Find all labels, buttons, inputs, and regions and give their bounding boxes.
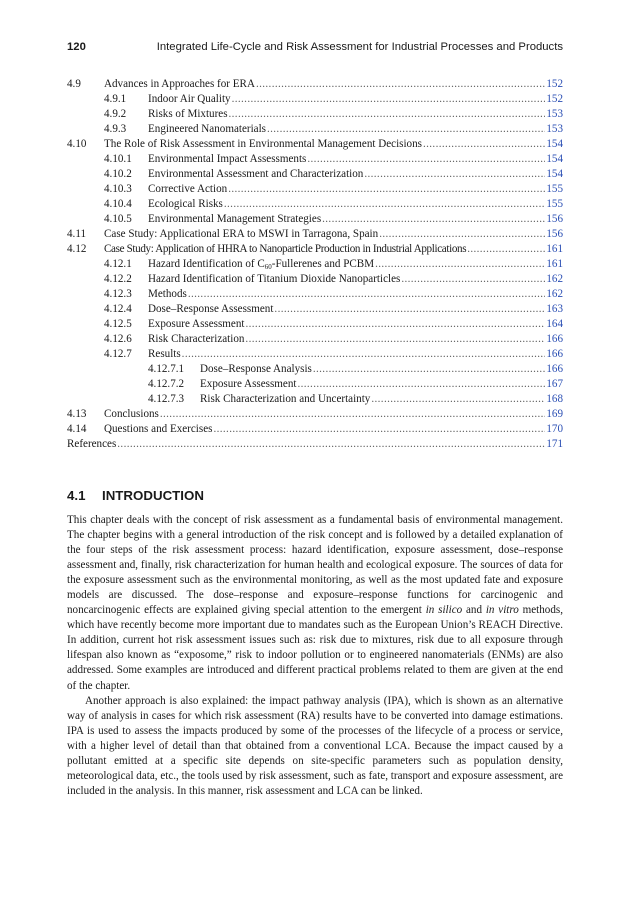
toc-title: Dose–Response Assessment xyxy=(148,303,274,315)
toc-entry[interactable] xyxy=(67,377,563,392)
toc-title: Methods xyxy=(148,288,187,300)
toc-number: 4.12.4 xyxy=(104,303,132,315)
toc-title: Environmental Assessment and Characterization xyxy=(148,168,364,180)
toc-leader-dots xyxy=(117,437,545,452)
toc-leader-dots xyxy=(256,77,545,92)
toc-entry[interactable] xyxy=(67,347,563,362)
toc-title: Risk Characterization and Uncertainty xyxy=(200,393,371,405)
toc-leader-dots xyxy=(160,407,546,422)
toc-title: Corrective Action xyxy=(148,183,228,195)
toc-page-link[interactable]: 162 xyxy=(546,273,563,285)
toc-entry[interactable] xyxy=(67,227,563,242)
toc-page-link[interactable]: 166 xyxy=(546,333,563,345)
toc-entry[interactable] xyxy=(67,77,563,92)
toc-number: 4.12.2 xyxy=(104,273,132,285)
toc-number: 4.12.7.1 xyxy=(148,363,185,375)
toc-page-link[interactable]: 153 xyxy=(546,123,563,135)
section-title: INTRODUCTION xyxy=(102,488,204,503)
paragraph-text: This chapter deals with the concept of risk assessment as a fundamental basis of environmental management. The chapter begins with a general introduction of the risk concept and is followed by a detailed explanation of the four steps of the risk assessment process: hazard identification, exposure assessment, dose–response assessment and, finally, risk characterization for human health and ecological exposure. The sources of data for the exposure assessment such as the environmental monitoring, as well as the most updated fate and exposure models are discussed. The dose–response and exposure–response functions for carcinogenic and noncarcinogenic effects are explained giving special attention to the emergent xyxy=(67,514,563,617)
toc-entry[interactable] xyxy=(67,362,563,377)
toc-entry[interactable] xyxy=(67,182,563,197)
toc-number: 4.12.5 xyxy=(104,318,132,330)
toc-entry[interactable] xyxy=(67,272,563,287)
toc-number: 4.9.1 xyxy=(104,93,127,105)
toc-entry[interactable] xyxy=(67,392,563,407)
toc-entry[interactable] xyxy=(67,422,563,437)
toc-leader-dots xyxy=(232,92,546,107)
toc-number: 4.9.3 xyxy=(104,123,127,135)
paragraph-text: methods, which have recently become more important due to mandates such as the European Union’s REACH Directive. In addition, current hot risk assessment issues such as: risk due to mixtures, risk due to all exposure through lifespan also known as “exposome,” risk to indoor pollution or to engineered nanomaterials (ENMs) are also addressed. Some examples are introduced and different practical problems related to them are given at the end of the chapter. xyxy=(67,604,563,692)
paragraph xyxy=(67,694,563,799)
toc-number: 4.10.5 xyxy=(104,213,132,225)
toc-title: Engineered Nanomaterials xyxy=(148,123,266,135)
toc-leader-dots xyxy=(245,332,545,347)
toc-leader-dots xyxy=(224,197,545,212)
toc-number: 4.10.1 xyxy=(104,153,132,165)
toc-leader-dots xyxy=(322,212,545,227)
toc-title-part: Hazard Identification of C xyxy=(148,258,265,270)
toc-page-link[interactable]: 154 xyxy=(546,138,563,150)
toc-entry[interactable] xyxy=(67,302,563,317)
toc-entry[interactable] xyxy=(67,437,563,452)
toc-entry[interactable] xyxy=(67,212,563,227)
toc-number: 4.12.3 xyxy=(104,288,132,300)
paragraph xyxy=(67,513,563,694)
page-number: 120 xyxy=(67,41,86,53)
toc-number: 4.12 xyxy=(67,243,87,255)
toc-number: 4.12.1 xyxy=(104,258,132,270)
toc-entry[interactable] xyxy=(67,197,563,212)
toc-leader-dots xyxy=(228,182,545,197)
toc-leader-dots xyxy=(267,122,545,137)
toc-title: Environmental Impact Assessments xyxy=(148,153,307,165)
toc-title: Case Study: Application of HHRA to Nanoparticle Production in Industrial Applications xyxy=(104,243,467,255)
toc-page-link[interactable]: 170 xyxy=(546,423,563,435)
toc-page-link[interactable]: 154 xyxy=(546,168,563,180)
toc-page-link[interactable]: 162 xyxy=(546,288,563,300)
toc-number: 4.12.7 xyxy=(104,348,132,360)
toc-title: Environmental Management Strategies xyxy=(148,213,322,225)
italic-term: in vitro xyxy=(485,604,519,617)
paragraph-text: and xyxy=(462,604,486,617)
toc-entry[interactable] xyxy=(67,107,563,122)
toc-leader-dots xyxy=(364,167,545,182)
toc-title-subscript: 60 xyxy=(264,263,272,271)
toc-number: 4.12.7.2 xyxy=(148,378,185,390)
toc-page-link[interactable]: 155 xyxy=(546,198,563,210)
toc-title: Results xyxy=(148,348,181,360)
toc-page-link[interactable]: 161 xyxy=(546,258,563,270)
toc-leader-dots xyxy=(182,347,546,362)
toc-entry[interactable] xyxy=(67,407,563,422)
paragraph-text: Another approach is also explained: the impact pathway analysis (IPA), which is shown as an alternative way of analysis in cases for which risk assessment (RA) results have to be converted into damage estimations. IPA is used to assess the impacts produced by some of the processes of the lifecycle of a process or service, with a higher level of detail than that obtained from a conventional LCA. Because the impact caused by a pollutant emitted at a specific site depends on site-specific parameters such as population density, meteorological data, etc., the tools used by risk assessment, such as fate, transport and exposure assessment, are included in the analysis. In this manner, risk assessment and LCA can be linked. xyxy=(67,694,563,797)
toc-entry[interactable] xyxy=(67,137,563,152)
toc-title xyxy=(148,257,374,272)
toc-leader-dots xyxy=(371,392,545,407)
toc-page-link[interactable]: 167 xyxy=(546,378,563,390)
toc-title: Risks of Mixtures xyxy=(148,108,228,120)
toc-title: Risk Characterization xyxy=(148,333,245,345)
toc-page-link[interactable]: 154 xyxy=(546,153,563,165)
toc-title: Dose–Response Analysis xyxy=(200,363,312,375)
toc-page-link[interactable]: 153 xyxy=(546,108,563,120)
toc-page-link[interactable]: 152 xyxy=(546,78,563,90)
toc-title: Advances in Approaches for ERA xyxy=(104,78,255,90)
toc-leader-dots xyxy=(313,362,546,377)
toc-title: Conclusions xyxy=(104,408,159,420)
toc-leader-dots xyxy=(229,107,546,122)
toc-page-link[interactable]: 166 xyxy=(546,363,563,375)
toc-page-link[interactable]: 171 xyxy=(546,438,563,450)
section-heading xyxy=(67,488,204,503)
toc-title-part: -Fullerenes and PCBM xyxy=(271,258,375,270)
toc-leader-dots xyxy=(213,422,545,437)
toc-title: References xyxy=(67,438,117,450)
toc-leader-dots xyxy=(245,317,545,332)
toc-title: Case Study: Applicational ERA to MSWI in Tarragona, Spain xyxy=(104,228,379,240)
toc-entry[interactable] xyxy=(67,122,563,137)
toc-entry[interactable] xyxy=(67,152,563,167)
toc-entry[interactable] xyxy=(67,287,563,302)
toc-number: 4.12.6 xyxy=(104,333,132,345)
toc-page-link[interactable]: 168 xyxy=(546,393,563,405)
toc-number: 4.10 xyxy=(67,138,87,150)
toc-title: Exposure Assessment xyxy=(200,378,297,390)
toc-page-link[interactable]: 166 xyxy=(546,348,563,360)
toc-number: 4.10.3 xyxy=(104,183,132,195)
toc-number: 4.9 xyxy=(67,78,81,90)
toc-entry[interactable] xyxy=(67,92,563,107)
toc-entry[interactable] xyxy=(67,242,563,257)
toc-number: 4.9.2 xyxy=(104,108,127,120)
toc-page-link[interactable]: 163 xyxy=(546,303,563,315)
toc-entry[interactable] xyxy=(67,317,563,332)
toc-leader-dots xyxy=(307,152,545,167)
toc-page-link[interactable]: 169 xyxy=(546,408,563,420)
toc-leader-dots xyxy=(401,272,545,287)
running-title: Integrated Life-Cycle and Risk Assessment for Industrial Processes and Products xyxy=(156,41,563,53)
toc-leader-dots xyxy=(423,137,545,152)
toc-title: Ecological Risks xyxy=(148,198,223,210)
toc-title: Exposure Assessment xyxy=(148,318,245,330)
toc-leader-dots xyxy=(379,227,545,242)
toc-title: The Role of Risk Assessment in Environmental Management Decisions xyxy=(104,138,422,150)
toc-entry[interactable] xyxy=(67,257,563,272)
toc-page-link[interactable]: 164 xyxy=(546,318,563,330)
toc-leader-dots xyxy=(188,287,546,302)
toc-number: 4.10.2 xyxy=(104,168,132,180)
toc-number: 4.11 xyxy=(67,228,87,240)
toc-leader-dots xyxy=(375,257,545,272)
italic-term: in silico xyxy=(425,604,463,617)
toc-number: 4.13 xyxy=(67,408,87,420)
toc-number: 4.12.7.3 xyxy=(148,393,185,405)
toc-title: Hazard Identification of Titanium Dioxide Nanoparticles xyxy=(148,273,401,285)
table-of-contents xyxy=(67,77,563,452)
toc-page-link[interactable]: 155 xyxy=(546,183,563,195)
toc-leader-dots xyxy=(274,302,545,317)
toc-number: 4.14 xyxy=(67,423,87,435)
toc-page-link[interactable]: 156 xyxy=(546,213,563,225)
toc-page-link[interactable]: 156 xyxy=(546,228,563,240)
toc-title: Indoor Air Quality xyxy=(148,93,231,105)
body-text xyxy=(67,513,563,799)
toc-page-link[interactable]: 161 xyxy=(546,243,563,255)
section-number: 4.1 xyxy=(67,488,86,503)
toc-entry[interactable] xyxy=(67,332,563,347)
toc-page-link[interactable]: 152 xyxy=(546,93,563,105)
toc-number: 4.10.4 xyxy=(104,198,132,210)
toc-leader-dots xyxy=(467,242,545,257)
page-header xyxy=(67,41,563,57)
toc-leader-dots xyxy=(297,377,545,392)
toc-entry[interactable] xyxy=(67,167,563,182)
toc-title: Questions and Exercises xyxy=(104,423,213,435)
